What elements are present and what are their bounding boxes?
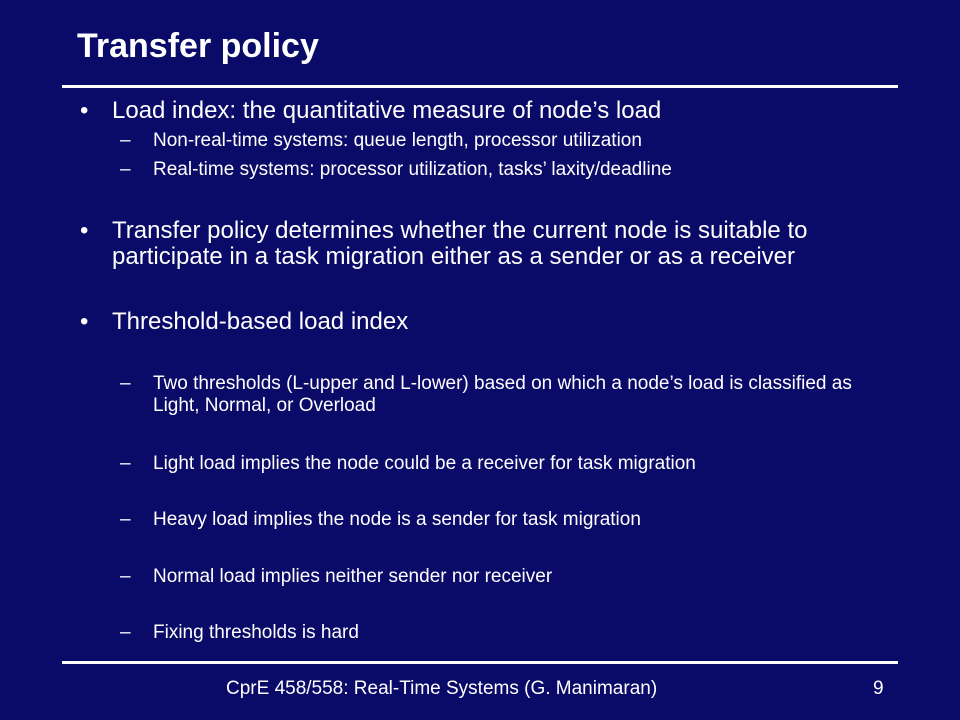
sub-bullet-marker: –	[120, 453, 131, 474]
sub-bullet-marker: –	[120, 622, 131, 643]
sub-bullet-marker: –	[120, 566, 131, 587]
sub-bullet-normal-load: Normal load implies neither sender nor receiver	[153, 566, 553, 587]
page-number: 9	[873, 678, 884, 699]
sub-bullet-two-thresholds: Two thresholds (L-upper and L-lower) based on which a node’s load is classified as Light, Normal, or Overload	[153, 373, 852, 416]
bullet-marker: •	[80, 217, 89, 244]
sub-bullet-marker: –	[120, 509, 131, 530]
sub-bullet-light-load: Light load implies the node could be a receiver for task migration	[153, 453, 696, 474]
bullet-load-index: Load index: the quantitative measure of node’s load	[112, 97, 662, 124]
title-divider	[62, 85, 898, 88]
bullet-marker: •	[80, 308, 89, 335]
sub-bullet-marker: –	[120, 373, 131, 394]
footer-course-title: CprE 458/558: Real-Time Systems (G. Manimaran)	[226, 678, 658, 699]
sub-bullet-marker: –	[120, 130, 131, 151]
footer-divider	[62, 661, 898, 664]
slide-title: Transfer policy	[77, 27, 319, 65]
sub-bullet-real-time: Real-time systems: processor utilization, tasks’ laxity/deadline	[153, 159, 672, 180]
sub-bullet-non-real-time: Non-real-time systems: queue length, processor utilization	[153, 130, 642, 151]
sub-bullet-fixing-thresholds: Fixing thresholds is hard	[153, 622, 359, 643]
bullet-marker: •	[80, 97, 89, 124]
bullet-transfer-policy: Transfer policy determines whether the current node is suitable to participate in a task migration either as a sender or as a receiver	[112, 217, 808, 270]
bullet-threshold-load-index: Threshold-based load index	[112, 308, 409, 335]
sub-bullet-heavy-load: Heavy load implies the node is a sender for task migration	[153, 509, 641, 530]
sub-bullet-marker: –	[120, 159, 131, 180]
